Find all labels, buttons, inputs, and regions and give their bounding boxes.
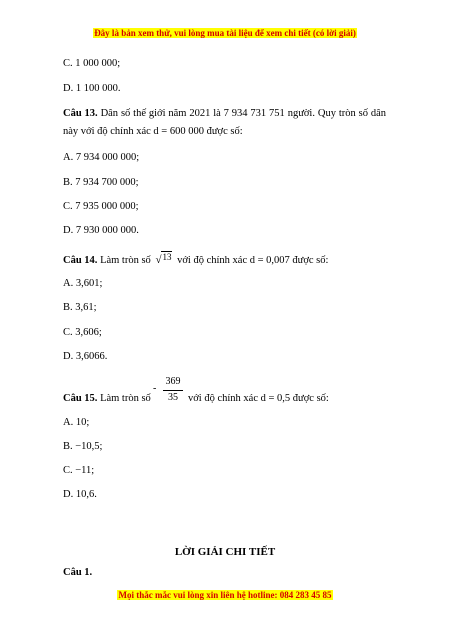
q13-option-b: B. 7 934 700 000; [63,177,139,188]
question-13-number: Câu 13. [63,108,98,119]
numerator: 369 [165,376,181,387]
question-13 [63,105,386,141]
q12-option-c: C. 1 000 000; [63,58,121,69]
header-banner [0,28,450,38]
question-13-text: Dân số thế giới năm 2021 là 7 934 731 751 người. Quy tròn số dân này với độ chính xác d = 600 000 được số: [63,108,386,137]
question-14-number: Câu 14. [63,255,98,266]
radical-sign: √ [155,254,162,266]
question-14-suffix: với độ chính xác d = 0,007 được số: [177,255,329,266]
question-14-prefix: Làm tròn số [97,255,151,266]
q15-option-c: C. −11; [63,465,95,476]
solution-question-1: Câu 1. [63,567,93,578]
fraction-bar [163,390,183,391]
q14-option-c: C. 3,606; [63,327,102,338]
solution-heading: LỜI GIẢI CHI TIẾT [174,546,276,558]
question-14 [63,254,328,266]
q12-option-d: D. 1 100 000. [63,83,121,94]
footer-banner-text: Mọi thắc mắc vui lòng xin liên hệ hotline: 084 283 45 85 [118,590,332,600]
denominator: 35 [168,392,178,403]
q13-option-c: C. 7 935 000 000; [63,201,139,212]
question-15-number: Câu 15. [63,393,98,404]
q14-option-d: D. 3,6066. [63,351,108,362]
fraction-369-35 [153,376,187,408]
minus-sign: - [153,383,157,394]
question-15-prefix: Làm tròn số [97,393,151,404]
header-banner-text: Đây là bản xem thử, vui lòng mua tài liệu để xem chi tiết (có lời giải) [94,28,356,38]
q14-option-b: B. 3,61; [63,302,97,313]
q15-option-a: A. 10; [63,417,90,428]
sqrt-13 [155,254,172,266]
q13-option-d: D. 7 930 000 000. [63,225,139,236]
q14-option-a: A. 3,601; [63,278,103,289]
footer-banner [0,590,450,600]
q15-option-d: D. 10,6. [63,489,97,500]
question-15 [63,393,151,404]
q15-option-b: B. −10,5; [63,441,103,452]
q13-option-a: A. 7 934 000 000; [63,152,140,163]
radicand: 13 [162,252,172,262]
question-15-suffix: với độ chính xác d = 0,5 được số: [188,393,329,404]
